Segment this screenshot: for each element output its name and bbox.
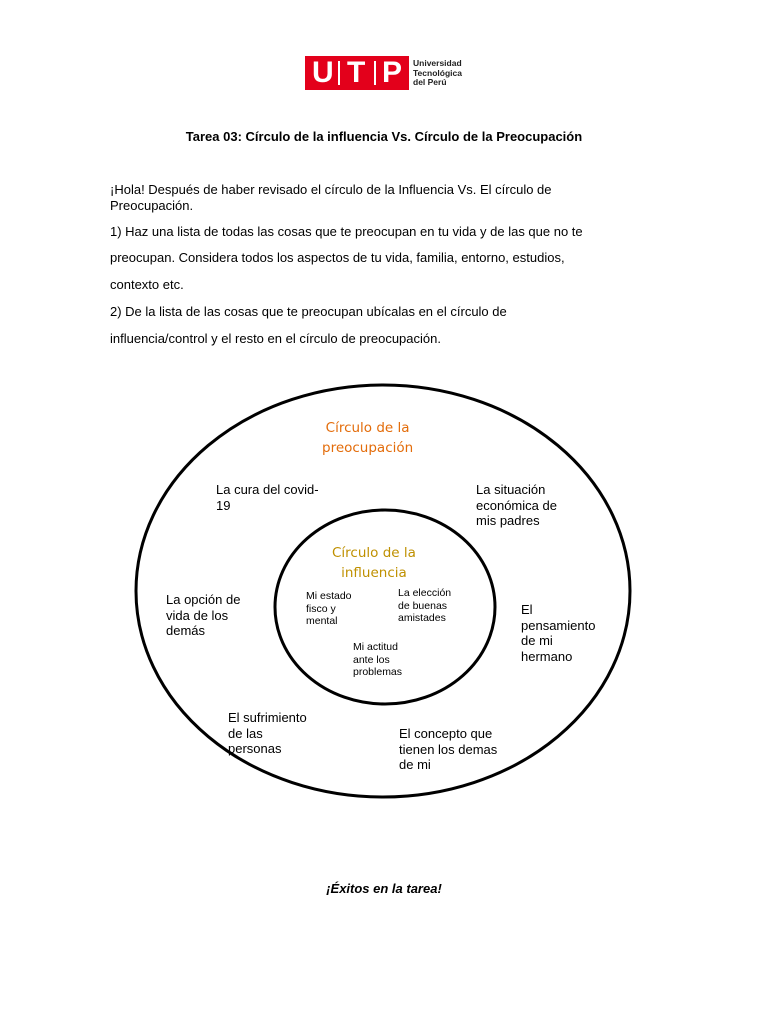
intro-greeting: ¡Hola! Después de haber revisado el círculo de la Influencia Vs. El círculo de Preocupación.: [110, 182, 552, 213]
logo-letter-t: T: [347, 56, 366, 89]
utp-logo-mark: [305, 56, 409, 90]
item-sufrimiento: El sufrimiento de las personas: [228, 710, 307, 756]
document-title: Tarea 03: Círculo de la influencia Vs. Círculo de la Preocupación: [185, 129, 583, 144]
instruction-2-line-2: influencia/control y el resto en el círculo de preocupación.: [110, 331, 441, 346]
instruction-1-line-2: preocupan. Considera todos los aspectos de tu vida, familia, entorno, estudios,: [110, 250, 565, 265]
item-actitud-problemas: Mi actitud ante los problemas: [353, 641, 403, 678]
instruction-1-line-1: 1) Haz una lista de todas las cosas que te preocupan en tu vida y de las que no te: [110, 224, 583, 239]
circles-diagram: [0, 380, 768, 820]
logo-divider: [374, 61, 376, 85]
closing-message: ¡Éxitos en la tarea!: [326, 881, 442, 896]
item-cura-covid: La cura del covid- 19: [216, 482, 319, 513]
logo-letter-u: U: [312, 56, 334, 89]
logo-text-line: del Perú: [413, 77, 447, 87]
item-estado-mental: Mi estado fisco y mental: [306, 590, 352, 627]
logo-letter-p: P: [382, 56, 403, 89]
logo-university-name: [413, 59, 462, 88]
logo-text-line: Universidad: [413, 58, 462, 68]
item-pensamiento-hermano: El pensamiento de mi hermano: [521, 602, 596, 664]
item-situacion-economica: La situación económica de mis padres: [476, 482, 557, 528]
item-eleccion-amistades: La elección de buenas amistades: [398, 587, 452, 624]
instruction-1-line-3: contexto etc.: [110, 277, 184, 292]
instruction-2-line-1: 2) De la lista de las cosas que te preocupan ubícalas en el círculo de: [110, 304, 507, 319]
item-opcion-vida: La opción de vida de los demás: [166, 592, 241, 638]
logo-divider: [338, 61, 340, 85]
utp-logo: [305, 56, 475, 90]
outer-circle-title: Círculo de la preocupación: [322, 420, 414, 456]
logo-text-line: Tecnológica: [413, 67, 462, 78]
item-concepto: El concepto que tienen los demas de mi: [399, 726, 498, 772]
inner-circle-title: Círculo de la influencia: [332, 545, 416, 581]
